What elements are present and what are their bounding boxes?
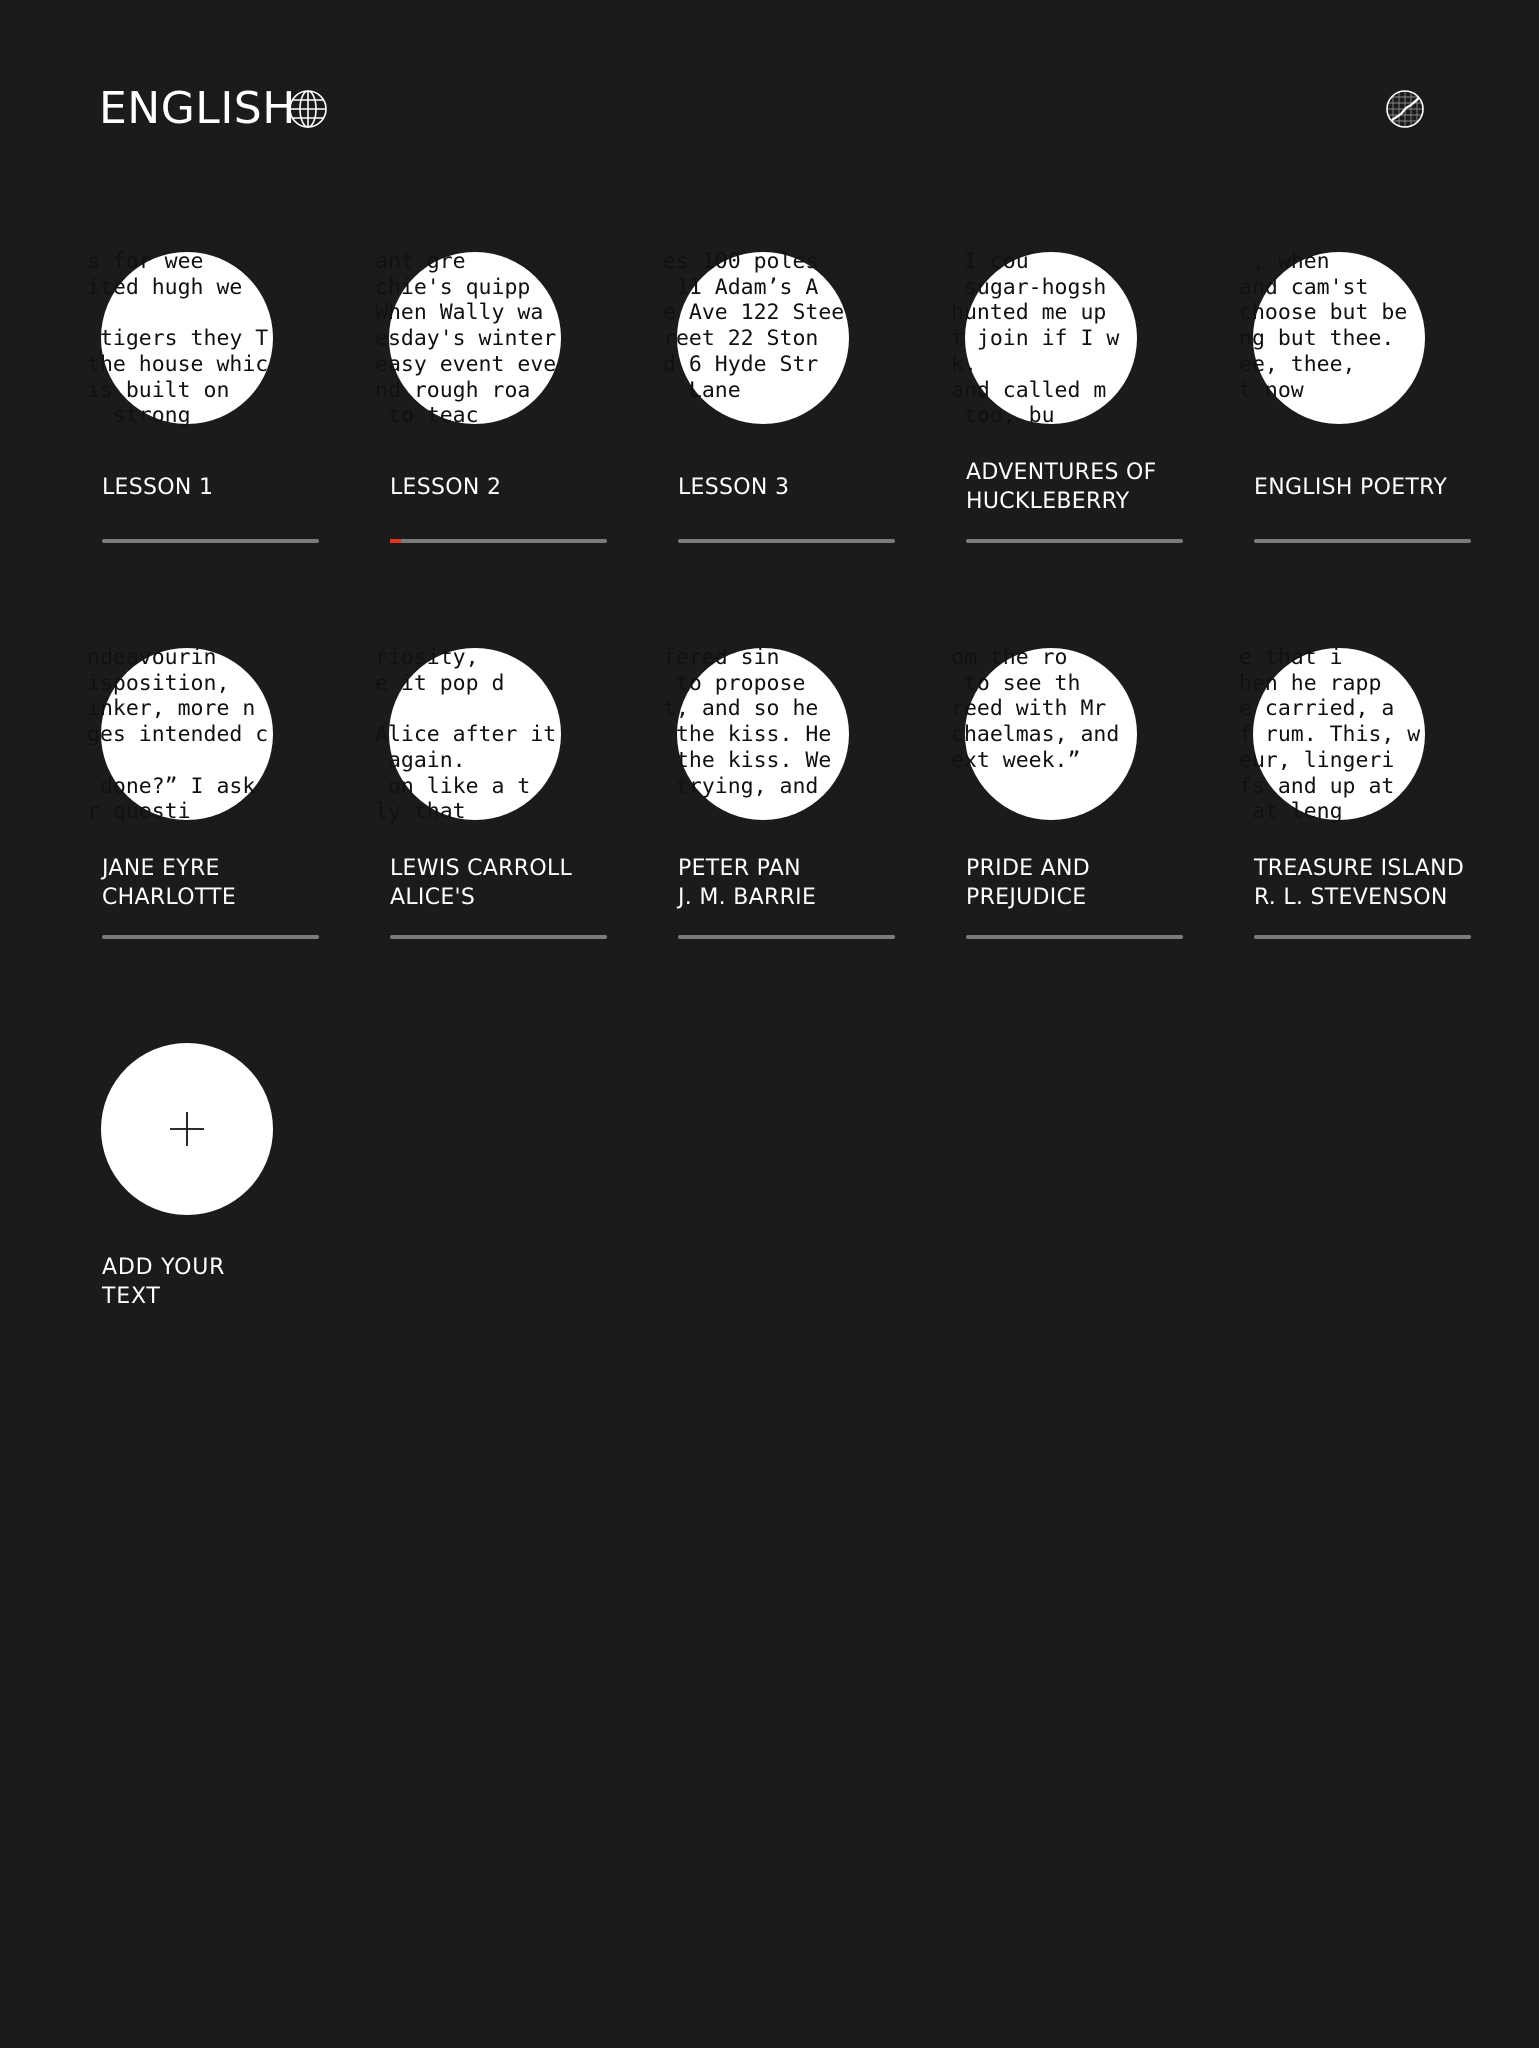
page-title: ENGLISH [99,83,296,134]
text-title [966,854,1196,912]
text-card[interactable] [951,249,1183,552]
progress-bar [678,935,895,939]
text-title-line: R. L. STEVENSON [1254,885,1448,910]
text-title [966,458,1196,516]
chart-icon [1385,89,1425,129]
text-preview: ndeavourin isposition, inker, more n ges intended c done?” I ask r questi [87,645,269,825]
text-preview-circle[interactable] [375,249,561,429]
progress-bar [1254,935,1471,939]
text-title [390,854,620,912]
text-title-line: CHARLOTTE [102,885,237,910]
text-preview: om the ro to see th reed with Mr chaelmas, and ext week.” [951,645,1120,773]
text-title [102,854,332,912]
text-title-line: HUCKLEBERRY [966,489,1130,514]
text-card[interactable] [375,645,607,948]
text-title [678,473,908,502]
text-preview: es 100 poles 11 Adam’s A e Ave 122 Stee reet 22 Ston d 6 Hyde Str Lane [663,249,845,403]
text-title-line: ADVENTURES OF [966,460,1157,485]
text-card[interactable] [1239,249,1471,552]
language-button[interactable] [288,89,328,129]
text-card[interactable] [375,249,607,552]
progress-bar [390,539,607,543]
text-preview: , when and cam'st choose but be ng but thee. ee, thee, t now [1239,249,1408,403]
text-preview-circle[interactable] [951,645,1137,820]
text-preview-circle[interactable] [663,249,849,424]
text-title-line: LESSON 1 [102,475,214,500]
text-title-line: ENGLISH POETRY [1254,475,1448,500]
text-card[interactable] [87,249,319,552]
progress-bar [678,539,895,543]
text-card[interactable] [1239,645,1471,948]
text-preview-circle[interactable] [375,645,561,825]
text-title-line: LESSON 2 [390,475,502,500]
text-preview-circle[interactable] [1239,645,1425,825]
progress-bar [102,935,319,939]
text-preview-circle[interactable] [951,249,1137,429]
text-title-line: PREJUDICE [966,885,1087,910]
text-preview-circle[interactable] [87,249,273,429]
text-preview-circle[interactable] [87,645,273,825]
text-preview-circle[interactable] [663,645,849,820]
text-preview: e that i hen he rapp e carried, a f rum. This, w eur, lingeri fs and up at at leng [1239,645,1421,825]
text-title [390,473,620,502]
text-card[interactable] [663,645,895,948]
text-preview: ant gre chie's quipp When Wally wa esday's winter easy event eve nd rough roa to teac [375,249,557,429]
progress-bar [102,539,319,543]
text-preview: fered sin to propose t, and so he the kiss. He the kiss. We trying, and [663,645,832,799]
text-title-line: LESSON 3 [678,475,790,500]
text-title [1254,854,1484,912]
text-preview: s for wee ited hugh we tigers they T the house whic is built on strong [87,249,269,429]
progress-fill [390,539,401,543]
text-card[interactable] [87,645,319,948]
text-preview: riosity, e it pop d Alice after it again. on like a t ly that [375,645,557,825]
text-preview: I cou sugar-hogsh hunted me up t join if I w k. and called m too, bu [951,249,1120,429]
text-title-line: PRIDE AND [966,856,1091,881]
text-title-line: ALICE'S [390,885,476,910]
text-preview-circle[interactable] [1239,249,1425,424]
plus-icon [101,1043,273,1215]
progress-bar [390,935,607,939]
text-card[interactable] [663,249,895,552]
add-text-button[interactable] [99,1043,319,1323]
progress-bar [966,935,1183,939]
globe-icon [288,89,328,129]
text-title-line: J. M. BARRIE [678,885,817,910]
progress-bar [966,539,1183,543]
text-title [1254,473,1484,502]
add-text-circle[interactable] [101,1043,273,1215]
text-title-line: JANE EYRE [102,856,220,881]
progress-bar [1254,539,1471,543]
statistics-button[interactable] [1385,89,1425,129]
text-title-line: PETER PAN [678,856,801,881]
add-text-label: ADD YOUR TEXT [102,1255,226,1309]
text-title [102,473,332,502]
text-card[interactable] [951,645,1183,948]
text-title-line: TREASURE ISLAND [1254,856,1465,881]
text-title-line: LEWIS CARROLL [390,856,573,881]
text-title [678,854,908,912]
